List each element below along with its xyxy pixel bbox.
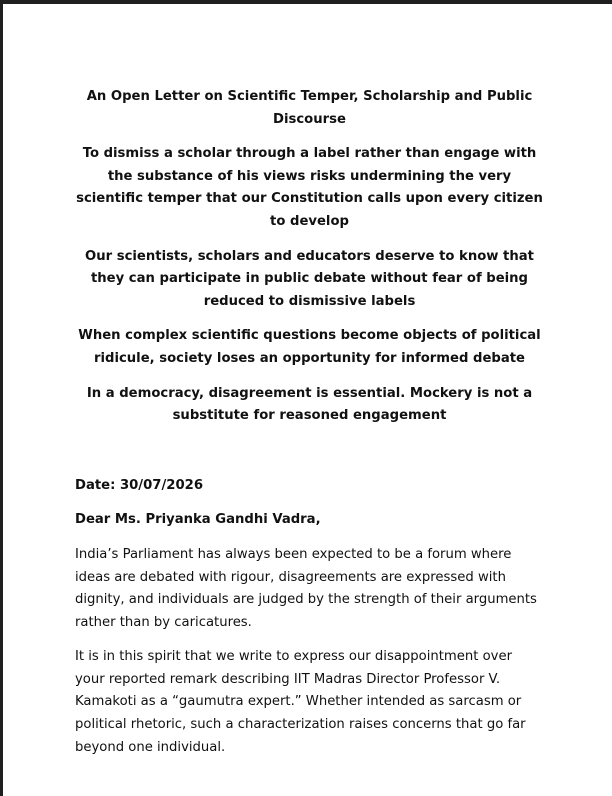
body-paragraph-2: It is in this spirit that we write to express our disappointment over your reported remark describing IIT Madras Director Professor V. Kamakoti as a “gaumutra expert.” Whether intended as sarcasm or political rhetoric, such a characterization raises concerns that go far beyond one individual.: [75, 649, 526, 755]
page-top-border: [0, 0, 612, 4]
highlight-statement-3: When complex scientific questions become objects of political ridicule, society loses an opportunity for informed debate: [78, 328, 541, 366]
page-left-border: [0, 0, 3, 796]
letter-salutation: Dear Ms. Priyanka Gandhi Vadra,: [75, 512, 321, 528]
body-paragraph-1: India’s Parliament has always been expected to be a forum where ideas are debated with rigour, disagreements are expressed with dignity, and individuals are judged by the strength of their arguments rather than by caricatures.: [75, 546, 537, 630]
letter-date: Date: 30/07/2026: [75, 477, 203, 493]
letter-title: An Open Letter on Scientific Temper, Scholarship and Public Discourse: [86, 89, 533, 127]
highlight-statement-4: In a democracy, disagreement is essential. Mockery is not a substitute for reasoned engagement: [86, 385, 533, 424]
highlight-statement-1: To dismiss a scholar through a label rather than engage with the substance of his views risks undermining the very scientific temper that our Constitution calls upon every citizen to develop: [76, 146, 543, 229]
letter-page: [75, 86, 544, 759]
highlight-statement-2: Our scientists, scholars and educators deserve to know that they can participate in public debate without fear of being reduced to dismissive labels: [85, 248, 534, 309]
